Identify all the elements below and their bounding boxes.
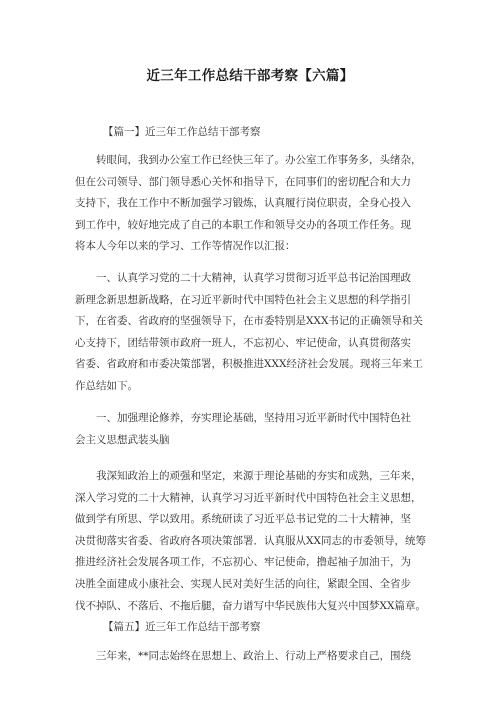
paragraph-line: 伐不掉队、不落后、不拖后腿，奋力谱写中华民族伟大复兴中国梦XX篇章。 <box>75 599 426 612</box>
paragraph-5 <box>75 646 430 668</box>
paragraph-line: 一、加强理论修养，夯实理论基础，坚持用习近平新时代中国特色社 <box>75 412 411 424</box>
paragraph-line: 省委、省政府和市委决策部署，积极推进XXX经济社会发展。现将三年来工 <box>75 358 423 371</box>
paragraph-line: 支持下，我在工作中不断加强学习锻炼，认真履行岗位职责，全身心投入 <box>75 197 411 210</box>
paragraph-2 <box>75 268 430 398</box>
paragraph-line: 决贯彻落实省委、省政府各项决策部署．认真服从XX同志的市委领导，统筹 <box>75 534 426 547</box>
paragraph-1 <box>75 150 430 258</box>
paragraph-line: 新理念新思想新战略，在习近平新时代中国特色社会主义思想的科学指引 <box>75 293 411 306</box>
paragraph-line: 下，在省委、省政府的坚强领导下，在市委特别是XXX书记的正确领导和关 <box>75 315 423 328</box>
paragraph-4 <box>75 466 430 617</box>
paragraph-line: 推进经济社会发展各项工作，不忘初心、牢记使命，撸起袖子加油干，为 <box>75 556 411 569</box>
paragraph-line: 深入学习党的二十大精神，认真学习习近平新时代中国特色社会主义思想， <box>75 491 422 504</box>
paragraph-line: 我深知政治上的顽强和坚定，来源于理论基础的夯实和成熟，三年来， <box>75 470 422 482</box>
paragraph-line: 做到学有所思、学以致用。系统研读了习近平总书记党的二十大精神，坚 <box>75 513 411 526</box>
paragraph-line: 一、认真学习党的二十大精神，认真学习贯彻习近平总书记治国理政 <box>75 272 411 284</box>
section-heading-1: 【篇一】近三年工作总结干部考察 <box>103 126 261 138</box>
paragraph-3 <box>75 408 430 451</box>
paragraph-line: 会主义思想武装头脑 <box>75 433 170 446</box>
section-heading-2: 【篇五】近三年工作总结干部考察 <box>103 621 261 633</box>
paragraph-line: 三年来，**同志始终在思想上、政治上、行动上严格要求自己，围绕 <box>75 650 411 662</box>
paragraph-line: 决胜全面建成小康社会、实现人民对美好生活的向往，紧跟全国、全省步 <box>75 577 411 590</box>
paragraph-line: 但在公司领导、部门领导悉心关怀和指导下，在同事们的密切配合和大力 <box>75 175 411 188</box>
paragraph-line: 转眼间，我到办公室工作已经快三年了。办公室工作事务多，头绪杂， <box>75 154 422 166</box>
paragraph-line: 作总结如下。 <box>75 379 138 392</box>
paragraph-line: 心支持下，团结带领市政府一班人，不忘初心、牢记使命，认真贯彻落实 <box>75 336 411 349</box>
document-title: 近三年工作总结干部考察【六篇】 <box>146 68 354 84</box>
paragraph-line: 到工作中，较好地完成了自己的本职工作和领导交办的各项工作任务。现 <box>75 218 411 231</box>
paragraph-line: 将本人今年以来的学习、工作等情况作以汇报： <box>75 240 296 253</box>
